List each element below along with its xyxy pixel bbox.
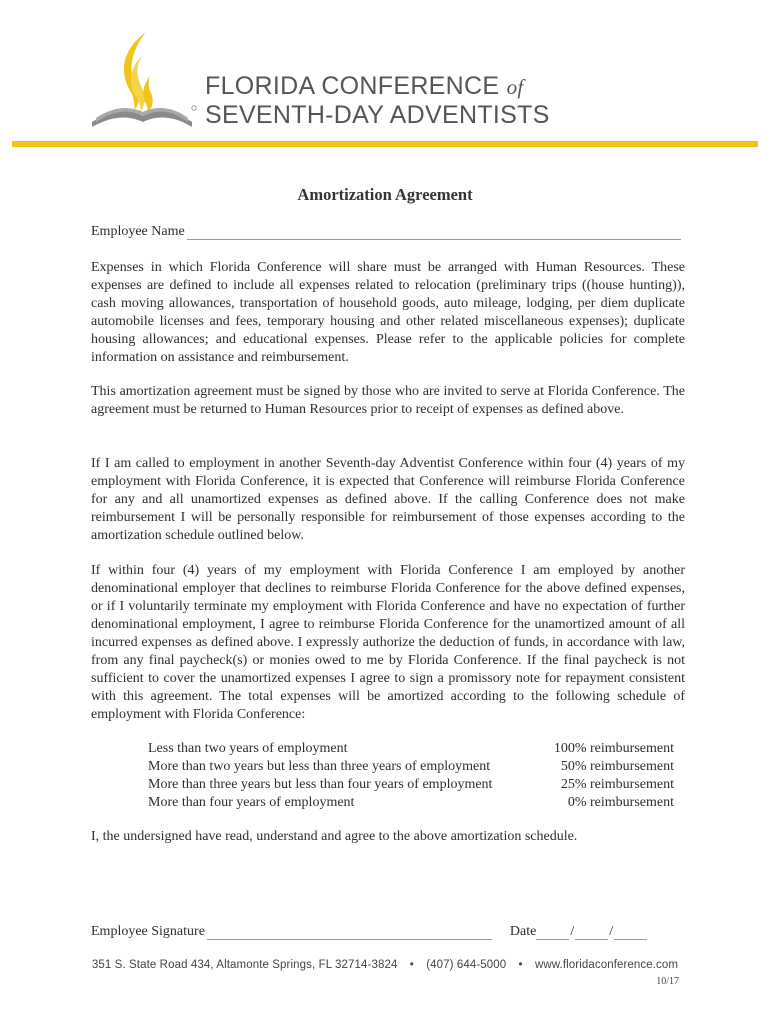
paragraph-signing: This amortization agreement must be signed by those who are invited to serve at Florida Conference. The agreement must be returned to Human Resources prior to receipt of expenses as defined above. (91, 384, 685, 417)
date-day-field[interactable] (575, 925, 608, 940)
schedule-row (148, 740, 674, 758)
schedule-reimbursement: 25% reimbursement (560, 777, 674, 792)
employee-name-row (91, 224, 681, 240)
signature-row (91, 924, 681, 940)
paragraph-called-employment: If I am called to employment in another Seventh-day Adventist Conference within four (4) years of my employment with Florida Conference, it is expected that Conference will reimburse Florida Conference for any and all unamortized expenses as defined above. If the calling Conference does not make reimbursement I will be personally responsible for reimbursement of those expenses according to the amortization schedule outlined below. (91, 456, 685, 543)
date-year-field[interactable] (614, 925, 647, 940)
signature-field[interactable] (207, 925, 492, 940)
footer-phone: (407) 644-5000 (426, 959, 507, 971)
flame-over-open-book-icon (88, 30, 198, 130)
schedule-period: Less than two years of employment (148, 741, 348, 756)
signature-label: Employee Signature (91, 924, 205, 939)
date-month-field[interactable] (536, 925, 569, 940)
schedule-reimbursement: 50% reimbursement (560, 759, 674, 774)
footer-contact (0, 959, 770, 971)
footer-website[interactable]: www.floridaconference.com (534, 959, 679, 971)
schedule-row (148, 758, 674, 776)
paragraph-reimbursement: If within four (4) years of my employment with Florida Conference I am employed by another denominational employer that declines to reimburse Florida Conference for the above defined expenses, or if I voluntarily terminate my employment with Florida Conference and have no expectation of further denominational employment, I agree to reimburse Florida Conference for the unamortized amount of all incurred expenses as defined above. I expressly authorize the deduction of funds, in accordance with law, from any final paycheck(s) or monies owed to me by Florida Conference. If the final paycheck is not sufficient to cover the unamortized expenses I agree to sign a promissory note for repayment consistent with this agreement. The total expenses will be amortized according to the following schedule of employment with Florida Conference: (91, 563, 685, 722)
amortization-schedule (148, 740, 674, 812)
employee-name-label: Employee Name (91, 224, 185, 239)
schedule-period: More than two years but less than three years of employment (148, 759, 491, 774)
document-title: Amortization Agreement (297, 185, 473, 204)
schedule-row (148, 794, 674, 812)
schedule-period: More than four years of employment (148, 795, 355, 810)
date-separator: / (570, 924, 575, 939)
conference-logo (88, 30, 198, 130)
employee-name-field[interactable] (187, 225, 681, 240)
org-name-of: of (506, 75, 524, 99)
footer-bullet: • (409, 959, 414, 971)
org-name-line1: FLORIDA CONFERENCE (205, 72, 500, 100)
acknowledgement-statement: I, the undersigned have read, understand and agree to the above amortization schedule. (91, 829, 578, 844)
footer-bullet: • (518, 959, 523, 971)
schedule-row (148, 776, 674, 794)
date-label: Date (509, 924, 537, 939)
footer-address: 351 S. State Road 434, Altamonte Springs, FL 32714-3824 (91, 959, 398, 971)
org-name-line2: SEVENTH-DAY ADVENTISTS (205, 101, 550, 129)
schedule-period: More than three years but less than four years of employment (148, 777, 493, 792)
header-divider (12, 141, 758, 147)
schedule-reimbursement: 0% reimbursement (567, 795, 674, 810)
revision-code: 10/17 (656, 976, 679, 987)
date-separator: / (609, 924, 614, 939)
organization-name (205, 74, 550, 128)
paragraph-expenses: Expenses in which Florida Conference will share must be arranged with Human Resources. These expenses are defined to include all expenses related to relocation (preliminary trips ((house hunting)), cash moving allowances, transportation of household goods, auto mileage, lodging, per diem duplicate automobile licenses and fees, temporary housing and other related miscellaneous expenses); duplicate housing allowances; and educational expenses. Please refer to the applicable policies for complete information on assistance and reimbursement. (91, 260, 685, 365)
schedule-reimbursement: 100% reimbursement (553, 741, 674, 756)
